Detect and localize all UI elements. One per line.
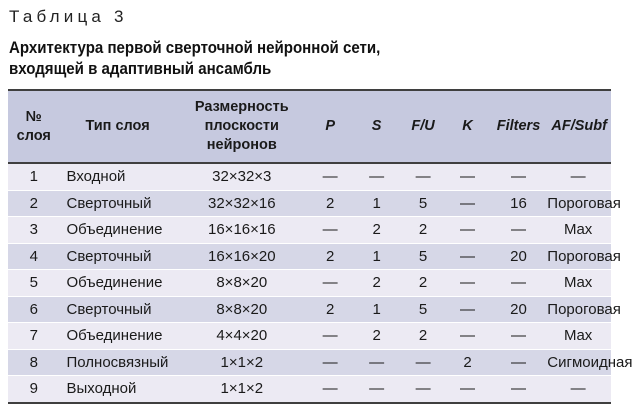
cell-dimension: 32×32×16: [176, 190, 308, 217]
cell-filters: —: [490, 163, 548, 190]
header-layer-type: Тип слоя: [60, 90, 176, 163]
cell-s: 2: [352, 323, 400, 350]
cell-af-subf: Max: [547, 323, 611, 350]
table-row: [8, 163, 611, 190]
table-row: [8, 270, 611, 297]
cell-dimension: 8×8×20: [176, 270, 308, 297]
cell-filters: —: [490, 349, 548, 376]
cell-dimension: 32×32×3: [176, 163, 308, 190]
cell-fu: 2: [401, 323, 445, 350]
cell-fu: —: [401, 376, 445, 403]
cell-s: 1: [352, 190, 400, 217]
cell-k: —: [445, 323, 489, 350]
cell-s: —: [352, 163, 400, 190]
cell-af-subf: —: [547, 376, 611, 403]
cell-fu: 2: [401, 217, 445, 244]
cell-fu: 5: [401, 243, 445, 270]
cell-p: 2: [308, 243, 352, 270]
cell-k: —: [445, 163, 489, 190]
cell-af-subf: Пороговая: [547, 296, 611, 323]
table-row: [8, 296, 611, 323]
cell-layer-number: 1: [8, 163, 60, 190]
cell-dimension: 16×16×20: [176, 243, 308, 270]
cell-layer-number: 4: [8, 243, 60, 270]
cell-af-subf: Max: [547, 217, 611, 244]
cell-af-subf: —: [547, 163, 611, 190]
cell-layer-number: 7: [8, 323, 60, 350]
cell-p: —: [308, 163, 352, 190]
header-filters: Filters: [490, 90, 548, 163]
cell-s: 2: [352, 270, 400, 297]
cell-p: 2: [308, 296, 352, 323]
cell-layer-type: Полносвязный: [60, 349, 176, 376]
header-p: P: [308, 90, 352, 163]
table-title-line-2: входящей в адаптивный ансамбль: [9, 60, 272, 78]
cell-filters: —: [490, 217, 548, 244]
table-title-line-1: Архитектура первой сверточной нейронной сети,: [9, 39, 381, 57]
cell-af-subf: Пороговая: [547, 243, 611, 270]
table-body: [8, 163, 633, 403]
cell-k: —: [445, 190, 489, 217]
cell-fu: 5: [401, 190, 445, 217]
cell-k: —: [445, 243, 489, 270]
cell-layer-type: Входной: [60, 163, 176, 190]
cell-dimension: 4×4×20: [176, 323, 308, 350]
cell-p: —: [308, 217, 352, 244]
cell-dimension: 1×1×2: [176, 349, 308, 376]
table-row: [8, 376, 611, 403]
cell-p: 2: [308, 190, 352, 217]
cell-k: —: [445, 376, 489, 403]
cell-s: 1: [352, 243, 400, 270]
cell-layer-number: 2: [8, 190, 60, 217]
cell-layer-number: 5: [8, 270, 60, 297]
cell-fu: —: [401, 349, 445, 376]
cell-dimension: 1×1×2: [176, 376, 308, 403]
table-row: [8, 243, 611, 270]
cell-filters: —: [490, 376, 548, 403]
table-title: [9, 38, 380, 80]
cell-p: —: [308, 376, 352, 403]
cell-fu: 2: [401, 270, 445, 297]
cell-k: —: [445, 217, 489, 244]
architecture-table: [8, 89, 633, 404]
table-row: [8, 349, 611, 376]
cell-af-subf: Max: [547, 270, 611, 297]
cell-k: —: [445, 270, 489, 297]
cell-k: 2: [445, 349, 489, 376]
cell-dimension: 8×8×20: [176, 296, 308, 323]
header-af-subf: AF/Subf: [547, 90, 611, 163]
table-row: [8, 323, 611, 350]
table-row: [8, 217, 611, 244]
cell-layer-type: Сверточный: [60, 296, 176, 323]
cell-fu: 5: [401, 296, 445, 323]
cell-layer-type: Объединение: [60, 323, 176, 350]
cell-p: —: [308, 270, 352, 297]
cell-layer-type: Выходной: [60, 376, 176, 403]
cell-p: —: [308, 349, 352, 376]
cell-fu: —: [401, 163, 445, 190]
cell-p: —: [308, 323, 352, 350]
header-neuron-plane-dimension: Размерность плоскости нейронов: [176, 90, 308, 163]
cell-filters: 16: [490, 190, 548, 217]
header-layer-number: № слоя: [8, 90, 60, 163]
table-label: Таблица 3: [9, 7, 128, 26]
cell-filters: 20: [490, 243, 548, 270]
cell-af-subf: Пороговая: [547, 190, 611, 217]
header-k: K: [445, 90, 489, 163]
cell-af-subf: Сигмоидная: [547, 349, 611, 376]
header-row: [8, 90, 611, 163]
cell-s: —: [352, 376, 400, 403]
cell-filters: —: [490, 270, 548, 297]
cell-layer-type: Объединение: [60, 217, 176, 244]
cell-layer-type: Сверточный: [60, 190, 176, 217]
header-fu: F/U: [401, 90, 445, 163]
table-row: [8, 190, 611, 217]
table-header: [8, 90, 611, 163]
cell-layer-number: 9: [8, 376, 60, 403]
cell-layer-type: Объединение: [60, 270, 176, 297]
cell-s: 1: [352, 296, 400, 323]
cell-dimension: 16×16×16: [176, 217, 308, 244]
cell-k: —: [445, 296, 489, 323]
cell-s: 2: [352, 217, 400, 244]
cell-layer-number: 6: [8, 296, 60, 323]
header-s: S: [352, 90, 400, 163]
cell-layer-type: Сверточный: [60, 243, 176, 270]
cell-layer-number: 3: [8, 217, 60, 244]
cell-s: —: [352, 349, 400, 376]
cell-filters: 20: [490, 296, 548, 323]
cell-layer-number: 8: [8, 349, 60, 376]
cell-filters: —: [490, 323, 548, 350]
